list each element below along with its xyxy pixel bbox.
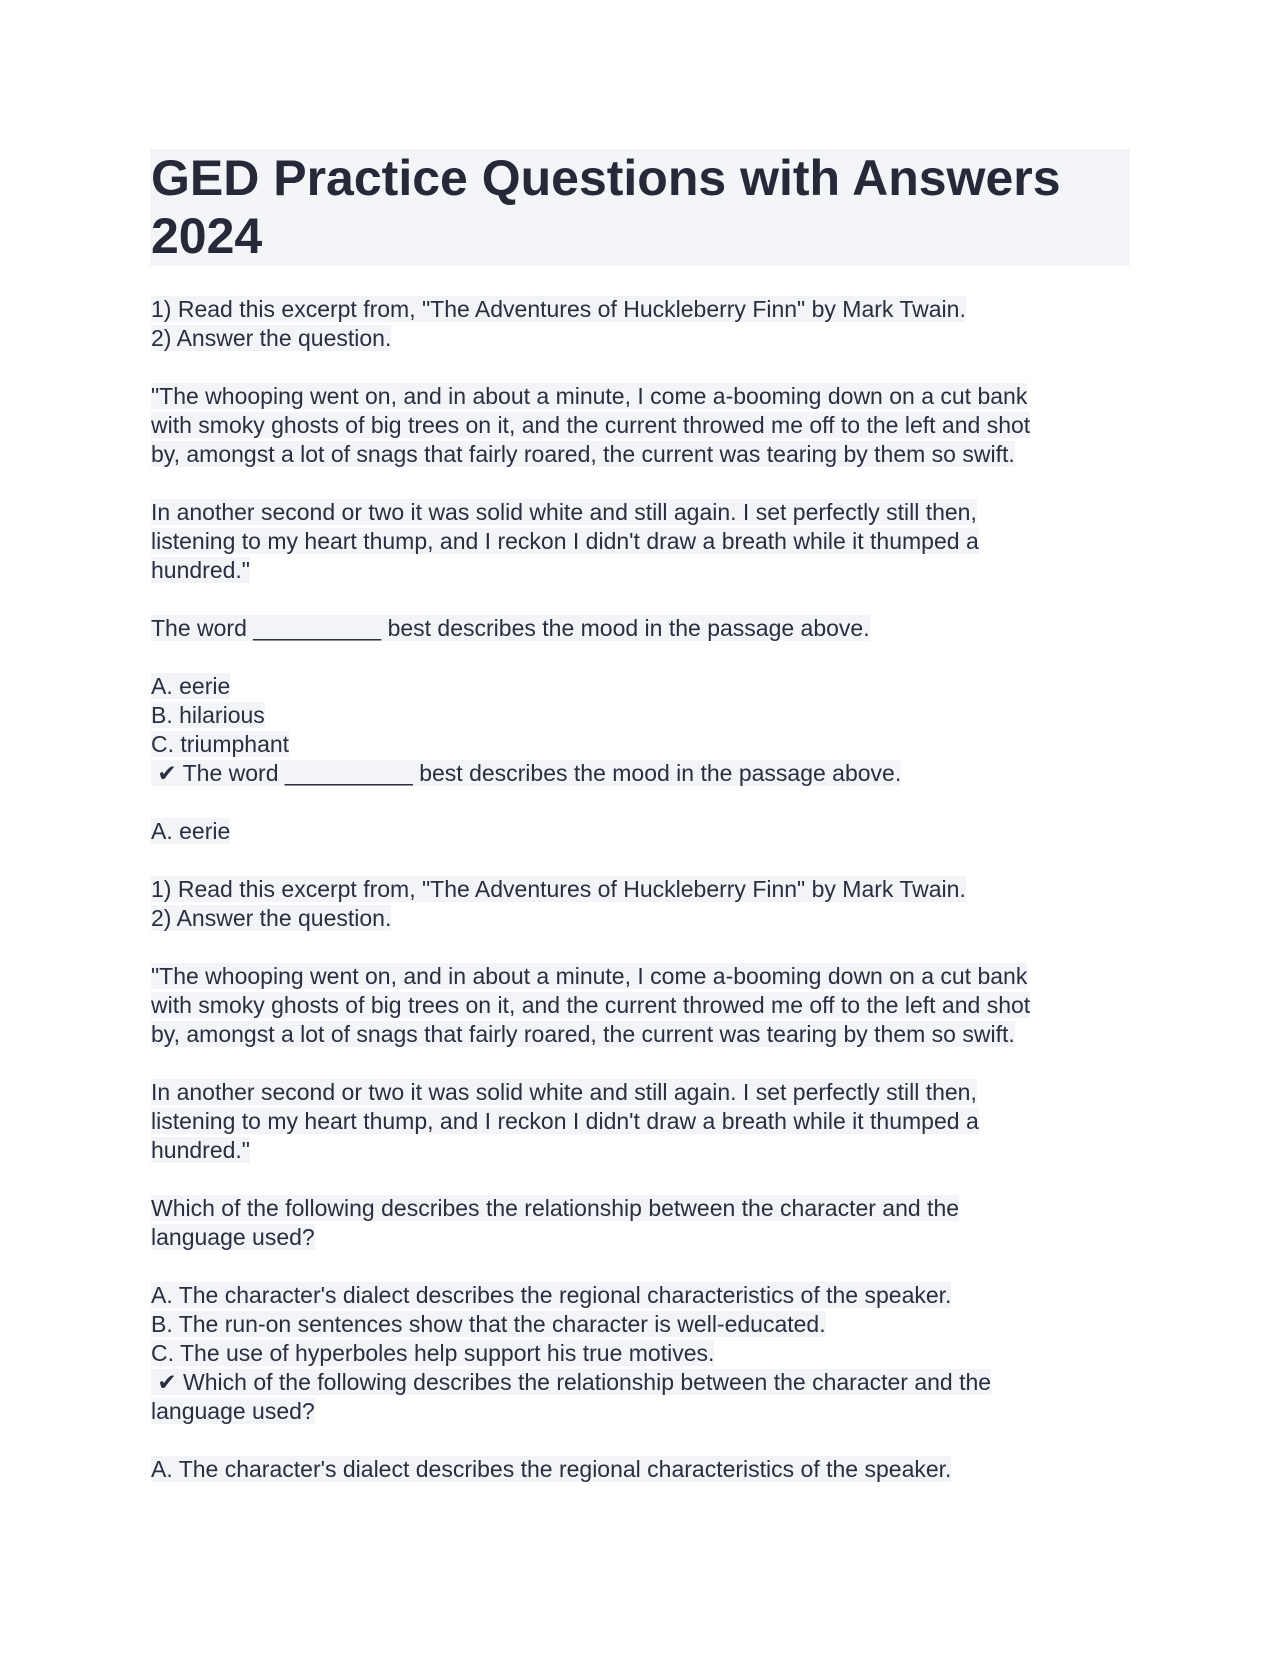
text-line-content: C. triumphant: [151, 731, 290, 757]
text-line: [151, 382, 1151, 411]
text-line-content: The word __________ best describes the mood in the passage above.: [151, 615, 870, 641]
text-line: [151, 527, 1151, 556]
text-line: [151, 904, 1151, 933]
text-line-content: listening to my heart thump, and I reckon I didn't draw a breath while it thumped a: [151, 1108, 979, 1134]
text-line-content: listening to my heart thump, and I reckon I didn't draw a breath while it thumped a: [151, 528, 979, 554]
text-line-content: C. The use of hyperboles help support his true motives.: [151, 1340, 715, 1366]
text-line-content: 2) Answer the question.: [151, 905, 392, 931]
text-line: [151, 1397, 1151, 1426]
text-line: [151, 1020, 1151, 1049]
text-line: [151, 1223, 1151, 1252]
text-line-content: 1) Read this excerpt from, "The Adventures of Huckleberry Finn" by Mark Twain.: [151, 296, 966, 322]
text-line: [151, 1194, 1151, 1223]
text-line: [151, 701, 1151, 730]
text-line-content: A. eerie: [151, 818, 231, 844]
document-title: [150, 149, 1130, 265]
text-line-content: 1) Read this excerpt from, "The Adventures of Huckleberry Finn" by Mark Twain.: [151, 876, 966, 902]
paragraph-gap: [151, 1165, 1151, 1194]
text-line: [151, 759, 1151, 788]
document-title-block: [150, 149, 1130, 266]
paragraph: [151, 1455, 1151, 1484]
text-line-content: A. The character's dialect describes the regional characteristics of the speaker.: [151, 1456, 952, 1482]
text-line-content: B. hilarious: [151, 702, 265, 728]
text-line: [151, 1339, 1151, 1368]
paragraph: [151, 1194, 1151, 1252]
text-line: [151, 411, 1151, 440]
paragraph: [151, 962, 1151, 1049]
text-line: [151, 1368, 1151, 1397]
text-line: [151, 730, 1151, 759]
text-line: [151, 324, 1151, 353]
text-line-content: "The whooping went on, and in about a minute, I come a-booming down on a cut bank: [151, 963, 1028, 989]
paragraph: [151, 1078, 1151, 1165]
paragraph-gap: [151, 353, 1151, 382]
text-line: [151, 672, 1151, 701]
text-line: [151, 962, 1151, 991]
title-line: 2024: [151, 208, 263, 264]
text-line-content: In another second or two it was solid white and still again. I set perfectly still then,: [151, 1079, 977, 1105]
text-line-content: In another second or two it was solid white and still again. I set perfectly still then,: [151, 499, 977, 525]
text-line-content: "The whooping went on, and in about a minute, I come a-booming down on a cut bank: [151, 383, 1028, 409]
paragraph-gap: [151, 846, 1151, 875]
text-line: [151, 1455, 1151, 1484]
paragraph: [151, 382, 1151, 469]
text-line: [151, 875, 1151, 904]
paragraph-gap: [151, 788, 1151, 817]
text-line: [151, 1107, 1151, 1136]
paragraph-gap: [151, 1426, 1151, 1455]
text-line-content: with smoky ghosts of big trees on it, and the current throwed me off to the left and shot: [151, 412, 1031, 438]
text-line: [151, 556, 1151, 585]
text-line-content: hundred.": [151, 557, 250, 583]
text-line: [151, 614, 1151, 643]
text-line: [151, 1281, 1151, 1310]
document-body: [151, 295, 1151, 1484]
text-line: [151, 1078, 1151, 1107]
paragraph-gap: [151, 1049, 1151, 1078]
text-line-content: A. The character's dialect describes the regional characteristics of the speaker.: [151, 1282, 952, 1308]
text-line: [151, 1310, 1151, 1339]
paragraph-gap: [151, 585, 1151, 614]
paragraph-gap: [151, 933, 1151, 962]
text-line: [151, 498, 1151, 527]
text-line-content: ✔ Which of the following describes the relationship between the character and the: [151, 1369, 992, 1395]
text-line-content: Which of the following describes the relationship between the character and the: [151, 1195, 960, 1221]
text-line-content: ✔ The word __________ best describes the mood in the passage above.: [151, 760, 902, 786]
text-line-content: language used?: [151, 1224, 315, 1250]
text-line-content: by, amongst a lot of snags that fairly roared, the current was tearing by them so swift.: [151, 1021, 1015, 1047]
text-line: [151, 817, 1151, 846]
paragraph: [151, 1281, 1151, 1426]
text-line-content: with smoky ghosts of big trees on it, and the current throwed me off to the left and shot: [151, 992, 1031, 1018]
text-line: [151, 991, 1151, 1020]
paragraph: [151, 295, 1151, 353]
paragraph: [151, 614, 1151, 643]
paragraph: [151, 672, 1151, 788]
text-line-content: language used?: [151, 1398, 315, 1424]
text-line-content: B. The run-on sentences show that the character is well-educated.: [151, 1311, 826, 1337]
text-line: [151, 440, 1151, 469]
text-line: [151, 295, 1151, 324]
paragraph-gap: [151, 643, 1151, 672]
text-line: [151, 1136, 1151, 1165]
paragraph: [151, 817, 1151, 846]
title-line: GED Practice Questions with Answers: [151, 150, 1061, 206]
text-line-content: A. eerie: [151, 673, 231, 699]
paragraph: [151, 875, 1151, 933]
paragraph-gap: [151, 469, 1151, 498]
text-line-content: by, amongst a lot of snags that fairly roared, the current was tearing by them so swift.: [151, 441, 1015, 467]
paragraph: [151, 498, 1151, 585]
paragraph-gap: [151, 1252, 1151, 1281]
text-line-content: 2) Answer the question.: [151, 325, 392, 351]
text-line-content: hundred.": [151, 1137, 250, 1163]
